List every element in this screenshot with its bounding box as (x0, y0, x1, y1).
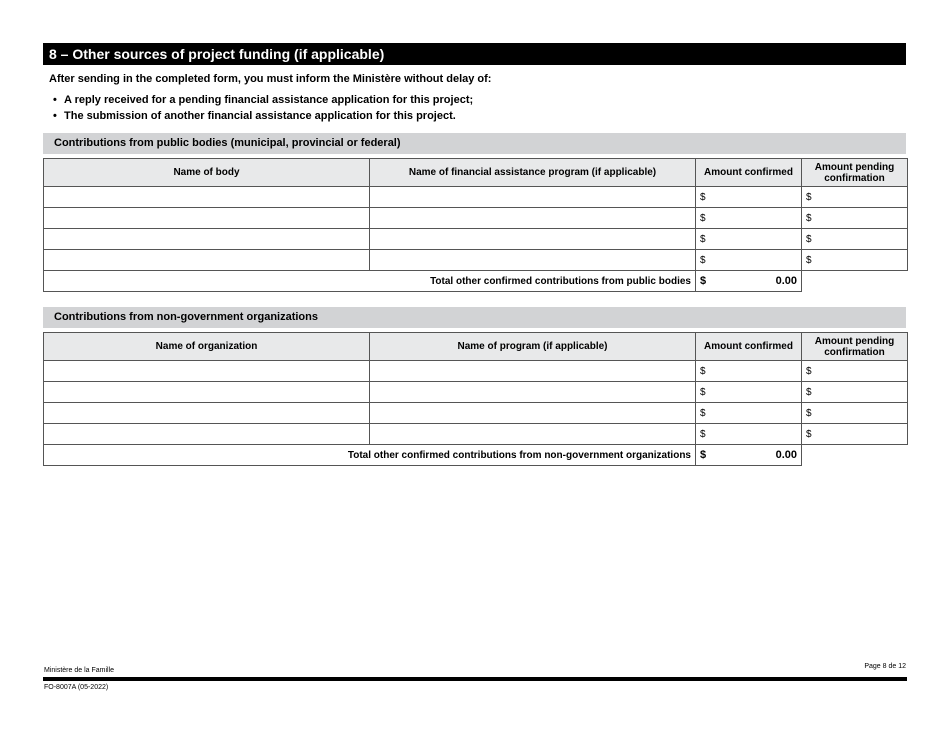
program-field[interactable] (370, 361, 696, 382)
name-of-body-field[interactable] (44, 187, 370, 208)
amount-confirmed-field[interactable]: $ (696, 361, 802, 382)
intro-text: After sending in the completed form, you must inform the Ministère without delay of: (49, 73, 492, 85)
total-amount (696, 271, 802, 292)
total-row (44, 445, 908, 466)
col-header-name-of-body: Name of body (44, 159, 370, 187)
public-bodies-table (43, 158, 908, 292)
amount-confirmed-field[interactable]: $ (696, 229, 802, 250)
total-label: Total other confirmed contributions from non-government organizations (44, 445, 696, 466)
total-currency: $ (700, 275, 707, 287)
program-field[interactable] (370, 250, 696, 271)
program-field[interactable] (370, 208, 696, 229)
table-row (44, 424, 908, 445)
program-field[interactable] (370, 187, 696, 208)
footer-organization: Ministère de la Famille (44, 667, 115, 674)
amount-pending-field[interactable]: $ (802, 403, 908, 424)
total-label: Total other confirmed contributions from public bodies (44, 271, 696, 292)
col-header-program: Name of financial assistance program (if applicable) (370, 159, 696, 187)
amount-pending-field[interactable]: $ (802, 208, 908, 229)
col-header-amount-confirmed: Amount confirmed (696, 159, 802, 187)
form-code: FO-8007A (05-2022) (44, 684, 109, 691)
total-row (44, 271, 908, 292)
program-field[interactable] (370, 424, 696, 445)
col-header-amount-pending: Amount pending confirmation (802, 333, 908, 361)
ngo-heading: Contributions from non-government organizations (43, 307, 906, 328)
amount-confirmed-field[interactable]: $ (696, 208, 802, 229)
amount-confirmed-field[interactable]: $ (696, 187, 802, 208)
organization-field[interactable] (44, 403, 370, 424)
notice-list (53, 92, 473, 124)
amount-confirmed-field[interactable]: $ (696, 250, 802, 271)
amount-confirmed-field[interactable]: $ (696, 382, 802, 403)
program-field[interactable] (370, 382, 696, 403)
name-of-body-field[interactable] (44, 208, 370, 229)
page-number: Page 8 de 12 (864, 663, 906, 670)
public-bodies-heading: Contributions from public bodies (municipal, provincial or federal) (43, 133, 906, 154)
table-row (44, 208, 908, 229)
total-amount (696, 445, 802, 466)
amount-pending-field[interactable]: $ (802, 424, 908, 445)
amount-pending-field[interactable]: $ (802, 361, 908, 382)
name-of-body-field[interactable] (44, 229, 370, 250)
table-row (44, 229, 908, 250)
program-field[interactable] (370, 229, 696, 250)
table-row (44, 403, 908, 424)
table-row (44, 187, 908, 208)
total-value: 0.00 (775, 449, 797, 461)
program-field[interactable] (370, 403, 696, 424)
notice-item: • The submission of another financial assistance application for this project. (53, 108, 473, 124)
organization-field[interactable] (44, 424, 370, 445)
amount-pending-field[interactable]: $ (802, 382, 908, 403)
notice-item: • A reply received for a pending financial assistance application for this project; (53, 92, 473, 108)
footer-divider (43, 677, 907, 681)
total-currency: $ (700, 449, 707, 461)
table-row (44, 361, 908, 382)
amount-confirmed-field[interactable]: $ (696, 424, 802, 445)
amount-pending-field[interactable]: $ (802, 187, 908, 208)
table-row (44, 250, 908, 271)
col-header-amount-pending: Amount pending confirmation (802, 159, 908, 187)
organization-field[interactable] (44, 361, 370, 382)
amount-pending-field[interactable]: $ (802, 229, 908, 250)
organization-field[interactable] (44, 382, 370, 403)
col-header-amount-confirmed: Amount confirmed (696, 333, 802, 361)
table-row (44, 382, 908, 403)
section-title: 8 – Other sources of project funding (if applicable) (43, 43, 906, 65)
ngo-table (43, 332, 908, 466)
col-header-name-of-organization: Name of organization (44, 333, 370, 361)
total-value: 0.00 (775, 275, 797, 287)
name-of-body-field[interactable] (44, 250, 370, 271)
col-header-program: Name of program (if applicable) (370, 333, 696, 361)
amount-confirmed-field[interactable]: $ (696, 403, 802, 424)
amount-pending-field[interactable]: $ (802, 250, 908, 271)
